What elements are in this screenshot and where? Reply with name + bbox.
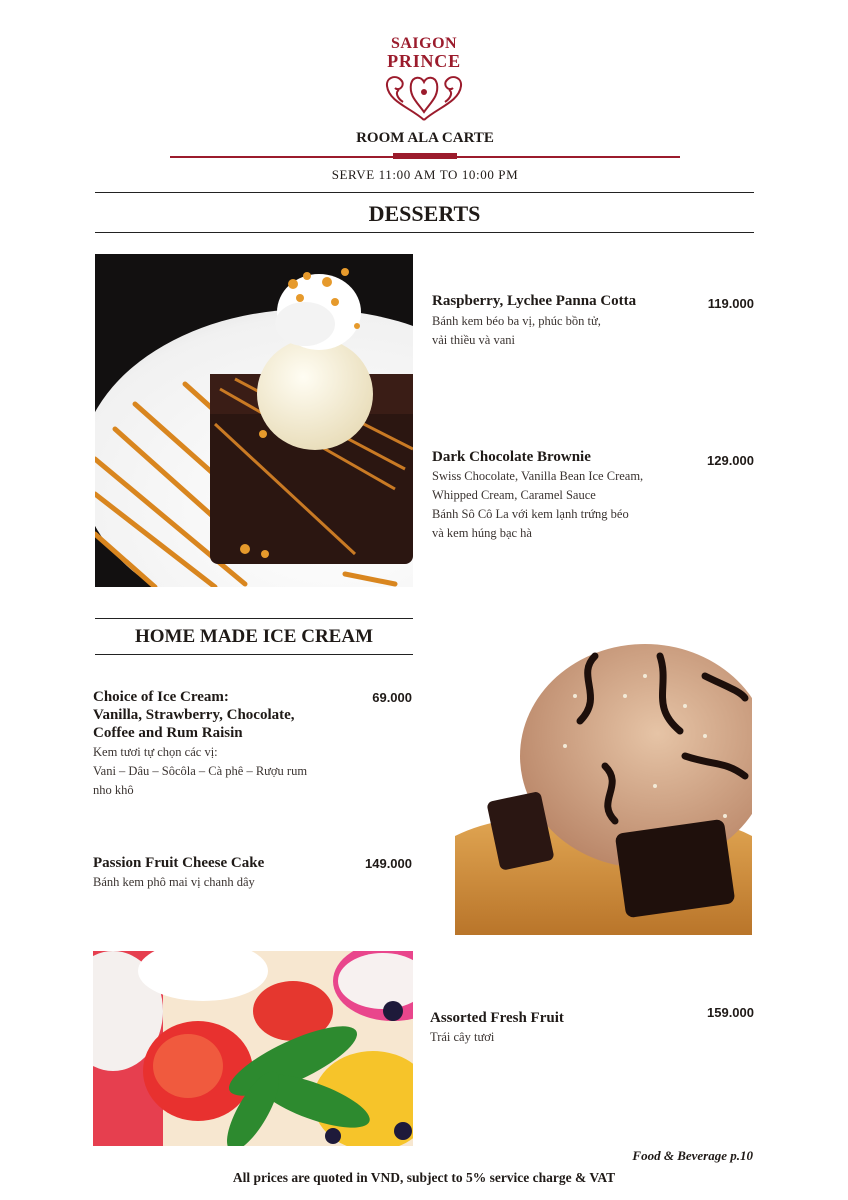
menu-item-description: Trái cây tươi	[430, 1030, 495, 1044]
serving-hours: SERVE 11:00 AM TO 10:00 PM	[331, 167, 519, 182]
menu-item-description: Bánh kem phô mai vị chanh dây	[93, 875, 255, 889]
menu-item-price: 159.000	[707, 1005, 754, 1020]
ice-cream-photo	[455, 636, 752, 935]
ornament-icon	[381, 72, 467, 122]
ice-cream-rule-top	[95, 618, 413, 619]
brownie-photo	[95, 254, 413, 587]
menu-item-price: 119.000	[707, 296, 754, 311]
desserts-rule-top	[95, 192, 754, 193]
menu-item-price: 129.000	[707, 453, 754, 468]
saigon-prince-logo	[374, 36, 474, 126]
desserts-title: DESSERTS	[368, 201, 481, 226]
ice-cream-rule-bottom	[95, 654, 413, 655]
fresh-fruit-photo	[93, 951, 413, 1146]
menu-item-price: 69.000	[372, 690, 412, 705]
logo-text-line2: PRINCE	[387, 51, 461, 71]
menu-item-name: Assorted Fresh Fruit	[430, 1010, 564, 1026]
ice-cream-title: HOME MADE ICE CREAM	[134, 626, 374, 647]
menu-item-price: 149.000	[365, 856, 412, 871]
title-rule-accent	[393, 153, 457, 159]
menu-item-name: Passion Fruit Cheese Cake	[93, 855, 265, 871]
logo-text-line1: SAIGON	[390, 35, 458, 52]
menu-item-description: Kem tươi tự chọn các vị: Vani – Dâu – Sôcôla – Cà phê – Rượu rum nho khô	[93, 745, 308, 797]
desserts-rule-bottom	[95, 232, 754, 233]
menu-item-name: Choice of Ice Cream: Vanilla, Strawberry, Chocolate, Coffee and Rum Raisin	[93, 689, 295, 741]
menu-item-name: Dark Chocolate Brownie	[432, 449, 591, 465]
room-title: ROOM ALA CARTE	[356, 130, 494, 146]
menu-item-description: Swiss Chocolate, Vanilla Bean Ice Cream, Whipped Cream, Caramel Sauce Bánh Sô Cô La với kem lạnh trứng béo và kem húng bạc hà	[432, 469, 644, 540]
menu-item-description: Bánh kem béo ba vị, phúc bồn tử, vải thiều và vani	[432, 314, 601, 347]
price-note: All prices are quoted in VND, subject to 5% service charge & VAT	[232, 1170, 616, 1185]
menu-item-name: Raspberry, Lychee Panna Cotta	[432, 293, 637, 309]
page-number: Food & Beverage p.10	[632, 1148, 753, 1163]
